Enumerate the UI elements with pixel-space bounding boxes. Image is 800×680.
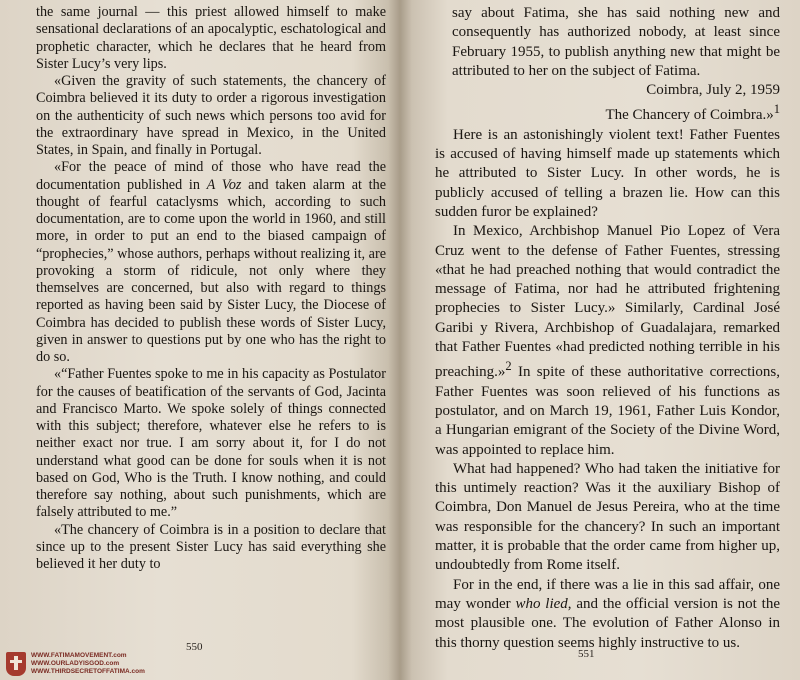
a-voz-title: A Voz bbox=[206, 176, 242, 193]
signature-place-date: Coimbra, July 2, 1959 bbox=[646, 82, 780, 99]
footnote-ref-1: 1 bbox=[773, 102, 780, 117]
watermark bbox=[6, 650, 166, 678]
left-paragraph-2: «Given the gravity of such statements, the chancery of Coimbra believed it its duty to order a rigorous investigation on the authenticity of such news which persons too avid for the extraordinary have spread in Mexico, in the United States, in Spain, and finally in Portugal. bbox=[36, 73, 386, 158]
quote-continuation: say about Fatima, she has said nothing new and consequently has authorized nobody, at least since February 1955, to publish anything new that might be attributed to her on the subject of Fatima. bbox=[452, 5, 780, 79]
left-paragraph-4: «“Father Fuentes spoke to me in his capacity as Postulator for the causes of beatification of the servants of God, Jacinta and Francisco Marto. We spoke solely of things connected with this subject; therefore, whatever else he refers to is neither exact nor true. I am sorry about it, for I do not understand what good can be done for souls when it is not based on God, Who is the Truth. I know nothing, and could therefore say nothing, about such punishments, which are falsely attributed to me.” bbox=[36, 366, 386, 521]
right-page-number: 551 bbox=[578, 648, 595, 660]
right-paragraph-4-b: , and the official version is not the most plausible one. The evolution of Father Alonso in this thorny question seems highly instructive to us. bbox=[435, 595, 780, 651]
left-paragraph-1: the same journal — this priest allowed himself to make sensational declarations of an apocalyptic, eschatological and prophetic character, which he declares that he heard from Sister Lucy’s very lips. bbox=[36, 4, 386, 72]
left-page-number: 550 bbox=[186, 641, 203, 653]
right-paragraph-1: Here is an astonishingly violent text! Father Fuentes is accused of having himself made up statements which he attributed to Sister Lucy. In other words, he is publicly accused of telling a brazen lie. How can this sudden furor be explained? bbox=[435, 126, 780, 220]
watermark-line-1: WWW.FATIMAMOVEMENT.com bbox=[31, 652, 127, 659]
right-paragraph-2-b: In spite of these authoritative corrections, Father Fuentes was soon relieved of his functions as postulator, and on March 19, 1961, Father Luis Kondor, a Hungarian emigrant of the Society of the Divine Word, was appointed to replace him. bbox=[435, 364, 780, 458]
watermark-line-2: WWW.OURLADYISGOD.com bbox=[31, 660, 120, 667]
right-paragraph-2-a: In Mexico, Archbishop Manuel Pio Lopez of Vera Cruz went to the defense of Father Fuentes, stressing «that he had preached nothing that would contradict the message of Fatima, nor had he attributed frightening prophecies to Sister Lucy.» Similarly, Cardinal José Garibi y Rivera, Archbishop of Guadalajara, remarked that Father Fuentes «had predicted nothing terrible in his preaching.» bbox=[435, 223, 780, 381]
right-paragraph-4-a: For in the end, if there was a lie in this sad affair, one may wonder bbox=[435, 576, 780, 612]
left-paragraph-3 bbox=[36, 159, 386, 366]
right-paragraph-2 bbox=[435, 222, 780, 460]
right-page-text bbox=[435, 4, 780, 653]
signature-text: The Chancery of Coimbra.» bbox=[605, 107, 774, 124]
right-paragraph-3: What had happened? Who had taken the initiative for this untimely reaction? Was it the auxiliary Bishop of Coimbra, Don Manuel de Jesus Pereira, who at the time was responsible for the chancery? In such an important matter, it is probable that the order came from higher up, undoubtedly from Rome itself. bbox=[435, 460, 780, 574]
left-page-text bbox=[36, 4, 386, 573]
left-paragraph-3-start: «For the peace of mind of those who have read the documentation published in bbox=[36, 159, 386, 193]
signature-line bbox=[435, 100, 780, 125]
right-page bbox=[400, 0, 800, 680]
left-paragraph-3-rest: and taken alarm at the thought of fearful cataclysms which, according to such documentation, are to come upon the world in 1960, and still more, in order to put an end to the biased campaign of “prophecies,” whose authors, perhaps without realizing it, are provoking a storm of ridicule, not only where they themselves are concerned, but also with regard to things reported as having been said by Sister Lucy, the Diocese of Coimbra has decided to publish these words of Sister Lucy, given in answer to questions put by one who has the right to do so. bbox=[36, 176, 387, 365]
left-paragraph-5: «The chancery of Coimbra is in a position to declare that since up to the present Sister Lucy has said everything she believed it her duty to bbox=[36, 521, 386, 572]
cross-logo-icon bbox=[6, 652, 26, 676]
right-paragraph-4 bbox=[435, 576, 780, 653]
watermark-line-3: WWW.THIRDSECRETOFFATIMA.com bbox=[31, 668, 145, 675]
footnote-ref-2: 2 bbox=[505, 359, 512, 374]
who-lied-emphasis: who lied bbox=[515, 595, 568, 612]
